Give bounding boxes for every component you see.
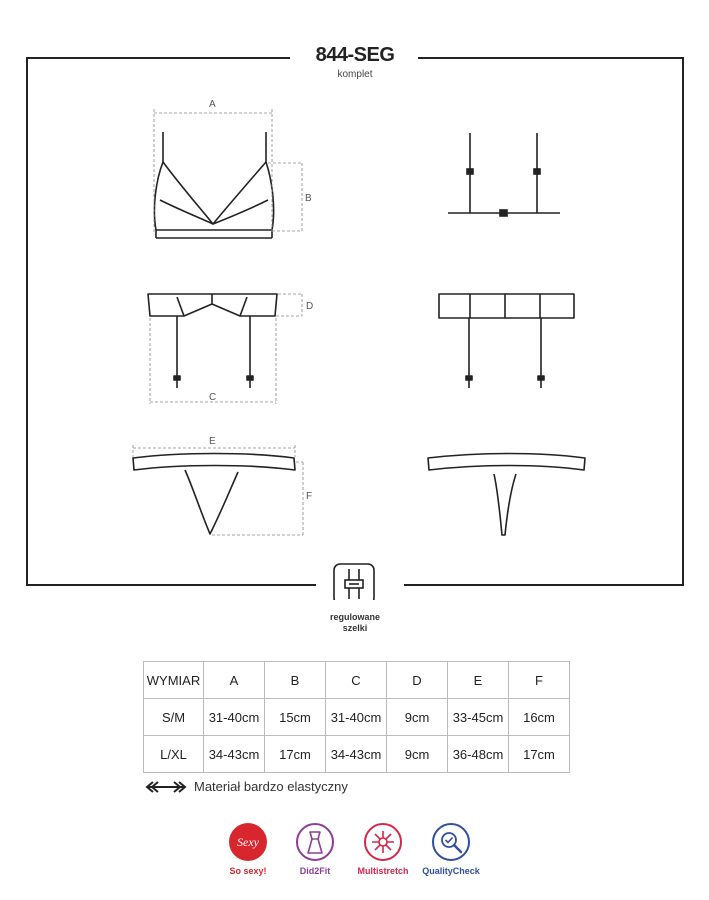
table-header-cell: A — [204, 662, 265, 699]
table-cell: 31-40cm — [326, 699, 387, 736]
table-header-cell: B — [265, 662, 326, 699]
bra-back-drawing — [448, 133, 560, 216]
table-cell: 9cm — [387, 699, 448, 736]
table-row — [144, 736, 570, 773]
dimension-d-label: D — [306, 301, 314, 312]
table-header-cell: WYMIAR — [144, 662, 204, 699]
table-cell: 16cm — [509, 699, 570, 736]
dimension-a-label: A — [209, 99, 216, 110]
table-cell: 34-43cm — [204, 736, 265, 773]
bra-front-drawing — [154, 132, 273, 238]
table-cell: 9cm — [387, 736, 448, 773]
table-header-cell: D — [387, 662, 448, 699]
frame-border — [27, 58, 683, 585]
badge-label: QualityCheck — [422, 866, 480, 876]
badge-quality-check — [411, 822, 491, 876]
dress-fit-icon — [295, 822, 335, 862]
product-type: komplet — [337, 69, 373, 80]
table-cell: 15cm — [265, 699, 326, 736]
thong-front-drawing — [133, 454, 295, 535]
table-header-cell: F — [509, 662, 570, 699]
dimension-c-label: C — [209, 392, 217, 403]
table-cell: L/XL — [144, 736, 204, 773]
table-header-cell: C — [326, 662, 387, 699]
feature-label-line2: szelki — [342, 623, 368, 633]
dimension-a — [154, 109, 272, 234]
thong-back-drawing — [428, 454, 585, 536]
badge-label: Multistretch — [357, 866, 409, 876]
badge-label: So sexy! — [229, 866, 267, 876]
dimension-b-label: B — [305, 193, 312, 204]
adjustable-strap-icon — [334, 564, 374, 600]
dimension-e-label: E — [209, 436, 216, 447]
sexy-badge-icon — [228, 822, 268, 862]
garter-belt-back-drawing — [439, 294, 574, 388]
stretch-arrows-icon — [143, 778, 189, 796]
table-row — [144, 699, 570, 736]
table-cell: 33-45cm — [448, 699, 509, 736]
table-header-cell: E — [448, 662, 509, 699]
material-note: Materiał bardzo elastyczny — [194, 779, 348, 794]
size-table — [143, 661, 570, 773]
badge-label: Did2Fit — [299, 866, 331, 876]
table-header-row — [144, 662, 570, 699]
table-cell: 17cm — [509, 736, 570, 773]
quality-check-icon — [431, 822, 471, 862]
multistretch-icon — [363, 822, 403, 862]
feature-label-line1: regulowane — [329, 612, 380, 622]
table-cell: 36-48cm — [448, 736, 509, 773]
dimension-f-label: F — [306, 491, 313, 502]
table-cell: 34-43cm — [326, 736, 387, 773]
table-cell: 31-40cm — [204, 699, 265, 736]
table-cell: 17cm — [265, 736, 326, 773]
garter-belt-front-drawing — [148, 294, 277, 388]
dimension-d — [276, 294, 302, 316]
product-code: 844-SEG — [315, 44, 395, 66]
sexy-badge-text: Sexy — [237, 835, 259, 849]
table-cell: S/M — [144, 699, 204, 736]
feature-label — [300, 612, 410, 634]
